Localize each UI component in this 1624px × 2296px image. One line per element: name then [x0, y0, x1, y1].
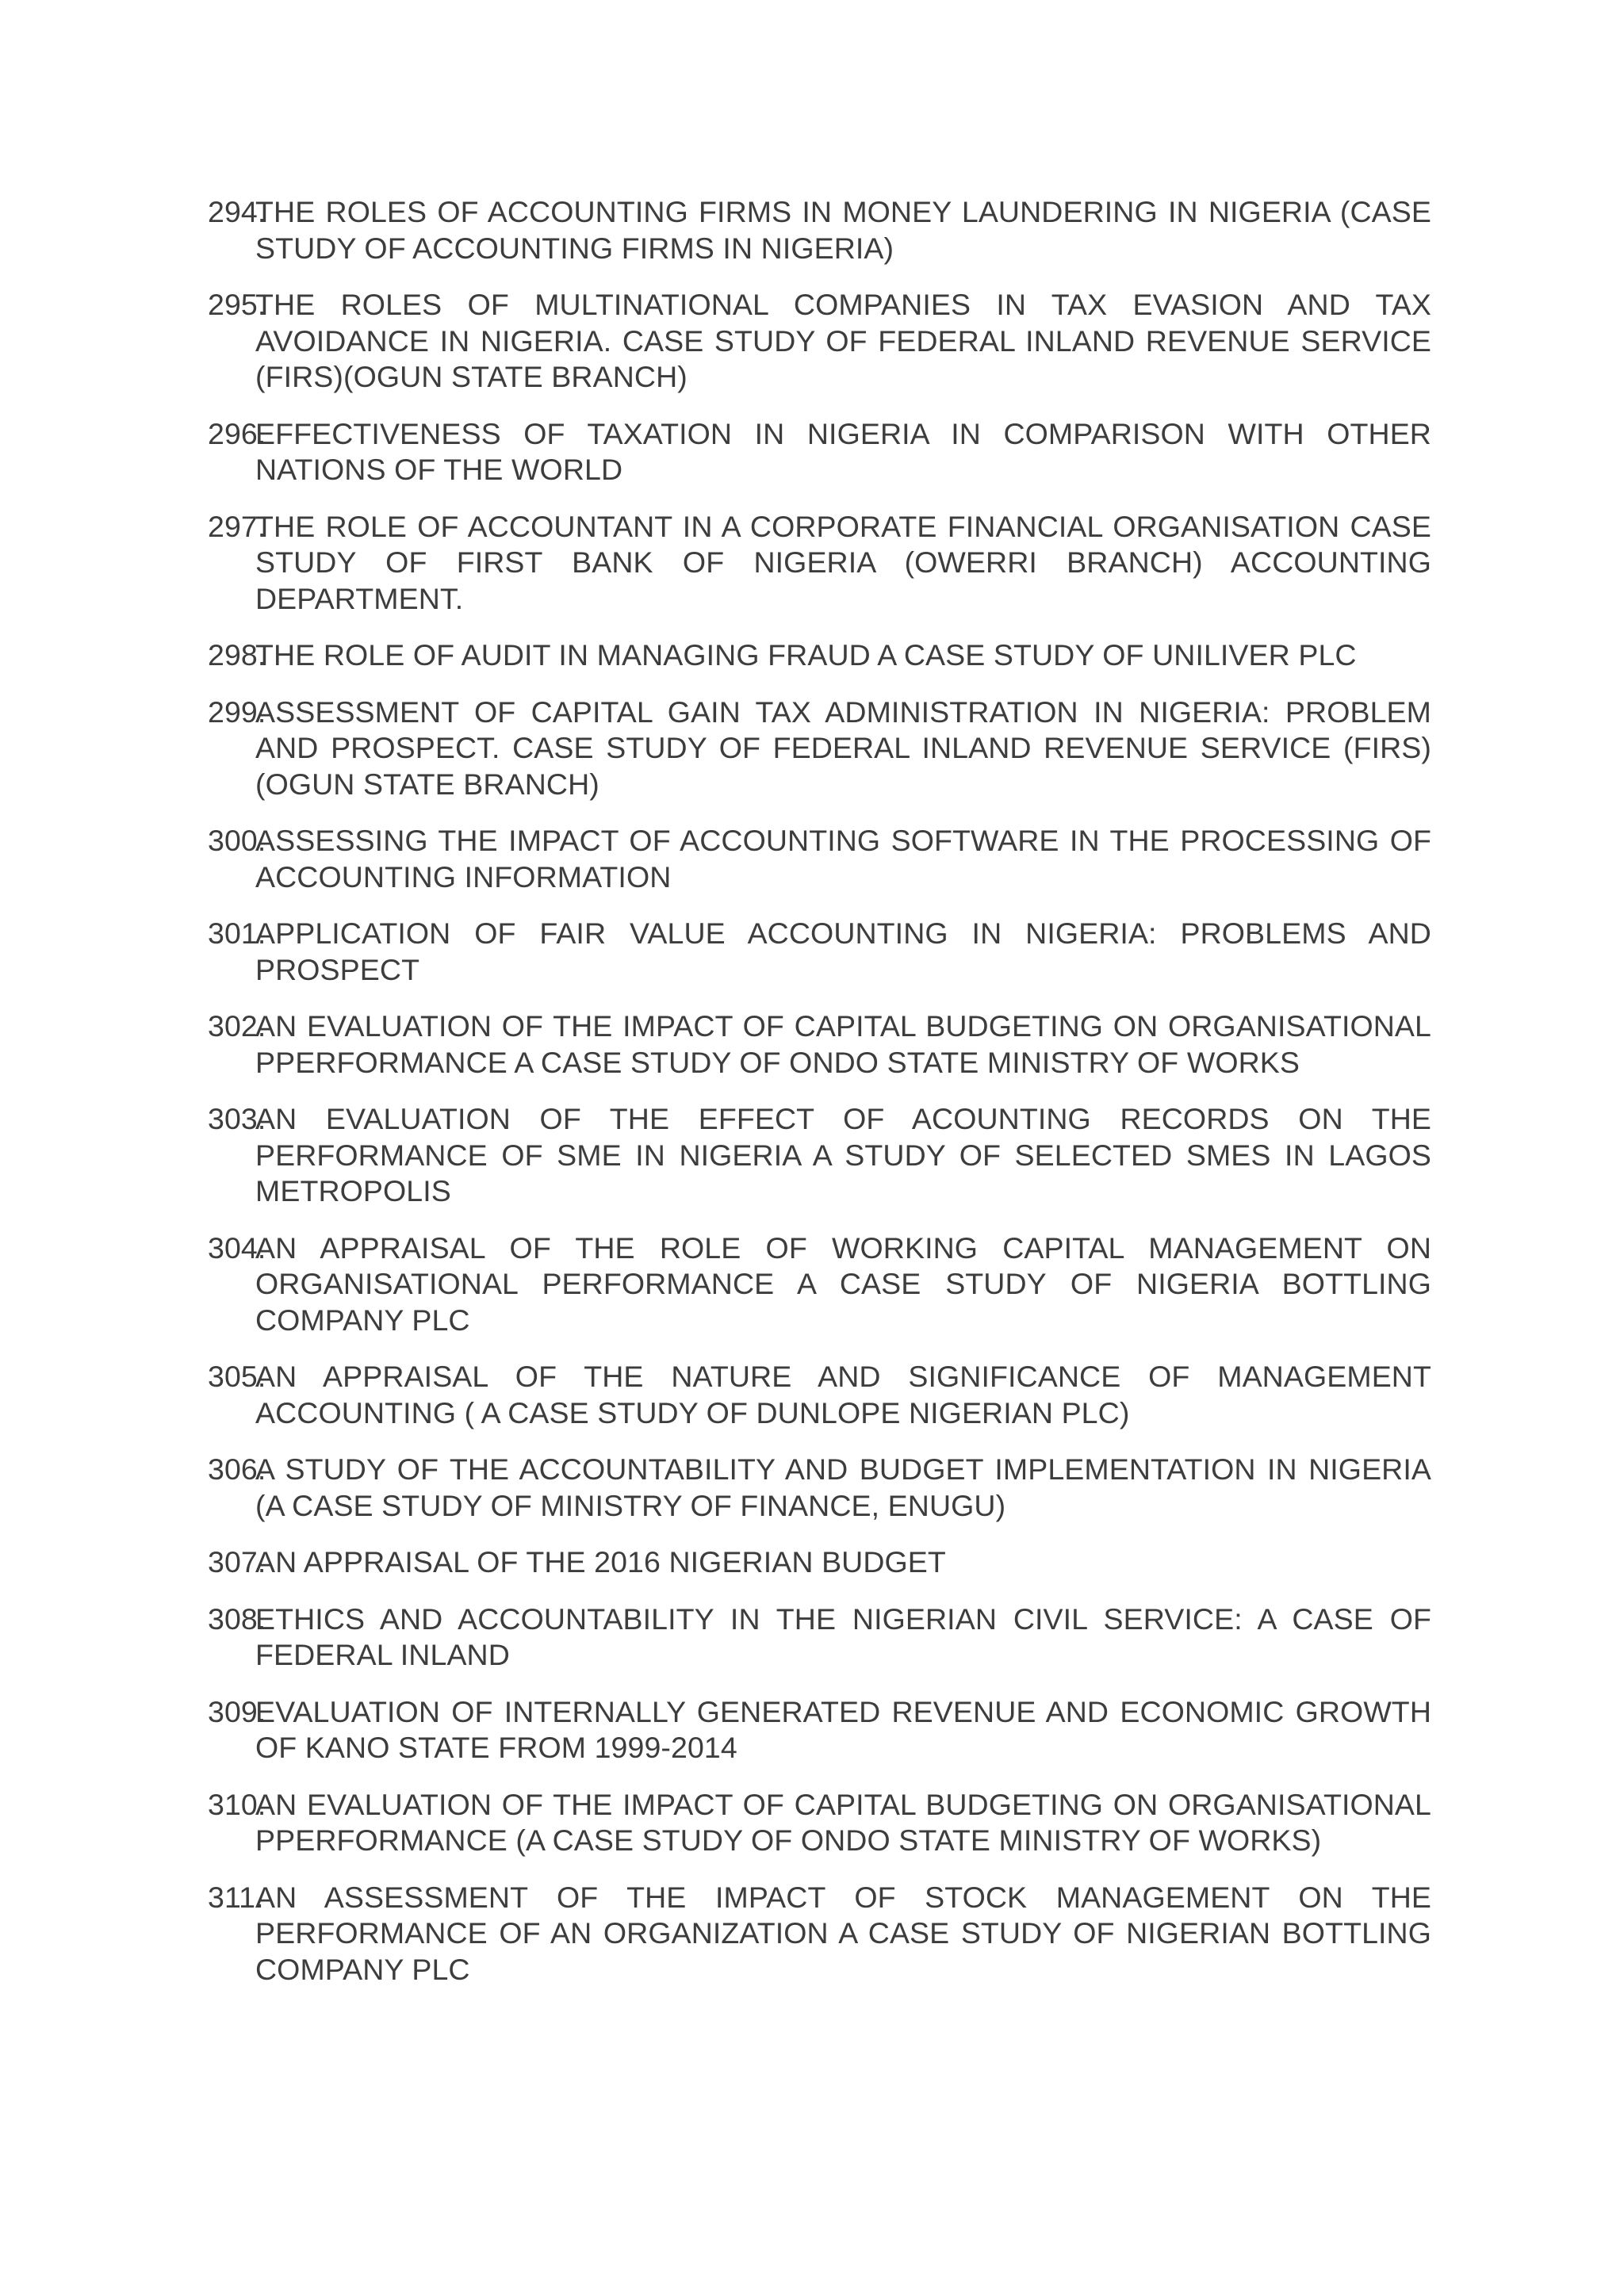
- topic-item: [208, 287, 1431, 396]
- topic-title: THE ROLES OF ACCOUNTING FIRMS IN MONEY LAUNDERING IN NIGERIA (CASE STUDY OF ACCOUNTING FIRMS IN NIGERIA): [255, 195, 1431, 265]
- topic-title: AN APPRAISAL OF THE NATURE AND SIGNIFICANCE OF MANAGEMENT ACCOUNTING ( A CASE STUDY OF DUNLOPE NIGERIAN PLC): [255, 1360, 1431, 1429]
- topic-number: 306.: [208, 1452, 266, 1486]
- topic-number: 301.: [208, 916, 266, 950]
- topic-number: 303.: [208, 1102, 266, 1135]
- topic-title: THE ROLE OF AUDIT IN MANAGING FRAUD A CASE STUDY OF UNILIVER PLC: [255, 638, 1357, 672]
- topic-title: AN APPRAISAL OF THE ROLE OF WORKING CAPITAL MANAGEMENT ON ORGANISATIONAL PERFORMANCE A CASE STUDY OF NIGERIA BOTTLING COMPANY PLC: [255, 1230, 1431, 1337]
- topic-title: A STUDY OF THE ACCOUNTABILITY AND BUDGET IMPLEMENTATION IN NIGERIA (A CASE STUDY OF MINISTRY OF FINANCE, ENUGU): [255, 1452, 1431, 1522]
- topic-title: APPLICATION OF FAIR VALUE ACCOUNTING IN NIGERIA: PROBLEMS AND PROSPECT: [255, 916, 1431, 986]
- topic-number: 309.: [208, 1694, 266, 1728]
- topic-title: EVALUATION OF INTERNALLY GENERATED REVENUE AND ECONOMIC GROWTH OF KANO STATE FROM 1999-2014: [255, 1694, 1431, 1764]
- topic-item: [208, 1359, 1431, 1431]
- topic-number: 307.: [208, 1545, 266, 1578]
- topic-title: THE ROLES OF MULTINATIONAL COMPANIES IN TAX EVASION AND TAX AVOIDANCE IN NIGERIA. CASE STUDY OF FEDERAL INLAND REVENUE SERVICE (FIRS)(OGUN STATE BRANCH): [255, 288, 1431, 393]
- topic-item: [208, 1601, 1431, 1674]
- topic-item: [208, 1101, 1431, 1210]
- topic-title: ETHICS AND ACCOUNTABILITY IN THE NIGERIAN CIVIL SERVICE: A CASE OF FEDERAL INLAND: [255, 1601, 1431, 1671]
- topic-item: [208, 194, 1431, 266]
- topic-number: 299.: [208, 695, 266, 729]
- topic-number: 304.: [208, 1230, 266, 1265]
- topic-item: [208, 1452, 1431, 1524]
- topic-item: [208, 1787, 1431, 1859]
- topic-title: AN EVALUATION OF THE IMPACT OF CAPITAL BUDGETING ON ORGANISATIONAL PPERFORMANCE (A CASE STUDY OF ONDO STATE MINISTRY OF WORKS): [255, 1787, 1431, 1857]
- topic-item: [208, 695, 1431, 803]
- topic-item: [208, 823, 1431, 895]
- topic-item: [208, 1880, 1431, 1988]
- topic-item: [208, 509, 1431, 618]
- topic-number: 294.: [208, 195, 266, 228]
- topic-item: [208, 916, 1431, 988]
- topic-item: [208, 1008, 1431, 1081]
- topic-number: 297.: [208, 509, 266, 543]
- topic-title: AN EVALUATION OF THE IMPACT OF CAPITAL BUDGETING ON ORGANISATIONAL PPERFORMANCE A CASE STUDY OF ONDO STATE MINISTRY OF WORKS: [255, 1009, 1431, 1079]
- topic-title: AN EVALUATION OF THE EFFECT OF ACOUNTING RECORDS ON THE PERFORMANCE OF SME IN NIGERIA A STUDY OF SELECTED SMES IN LAGOS METROPOLIS: [255, 1102, 1431, 1207]
- topic-title: THE ROLE OF ACCOUNTANT IN A CORPORATE FINANCIAL ORGANISATION CASE STUDY OF FIRST BANK OF NIGERIA (OWERRI BRANCH) ACCOUNTING DEPARTMENT.: [255, 509, 1431, 615]
- topic-number: 298.: [208, 638, 266, 672]
- topic-title: AN APPRAISAL OF THE 2016 NIGERIAN BUDGET: [255, 1545, 946, 1578]
- topic-number: 295.: [208, 288, 266, 321]
- topic-number: 300.: [208, 824, 266, 857]
- topic-item: [208, 1694, 1431, 1766]
- topic-title: ASSESSMENT OF CAPITAL GAIN TAX ADMINISTRATION IN NIGERIA: PROBLEM AND PROSPECT. CASE STUDY OF FEDERAL INLAND REVENUE SERVICE (FIRS)(OGUN STATE BRANCH): [255, 695, 1431, 801]
- topic-title: EFFECTIVENESS OF TAXATION IN NIGERIA IN COMPARISON WITH OTHER NATIONS OF THE WORLD: [255, 416, 1431, 486]
- topic-item: [208, 1230, 1431, 1339]
- topic-number: 308.: [208, 1601, 266, 1636]
- topic-number: 310.: [208, 1787, 266, 1821]
- topic-title: ASSESSING THE IMPACT OF ACCOUNTING SOFTWARE IN THE PROCESSING OF ACCOUNTING INFORMATION: [255, 824, 1431, 894]
- topic-number: 302.: [208, 1009, 266, 1043]
- topic-number: 311.: [208, 1880, 264, 1914]
- topic-item: [208, 1544, 1431, 1581]
- topic-number: 296.: [208, 416, 266, 450]
- topic-number: 305.: [208, 1360, 266, 1393]
- topic-title: AN ASSESSMENT OF THE IMPACT OF STOCK MANAGEMENT ON THE PERFORMANCE OF AN ORGANIZATION A CASE STUDY OF NIGERIAN BOTTLING COMPANY PLC: [255, 1880, 1431, 1986]
- topic-list: [208, 194, 1431, 2008]
- topic-item: [208, 637, 1431, 674]
- topic-item: [208, 416, 1431, 488]
